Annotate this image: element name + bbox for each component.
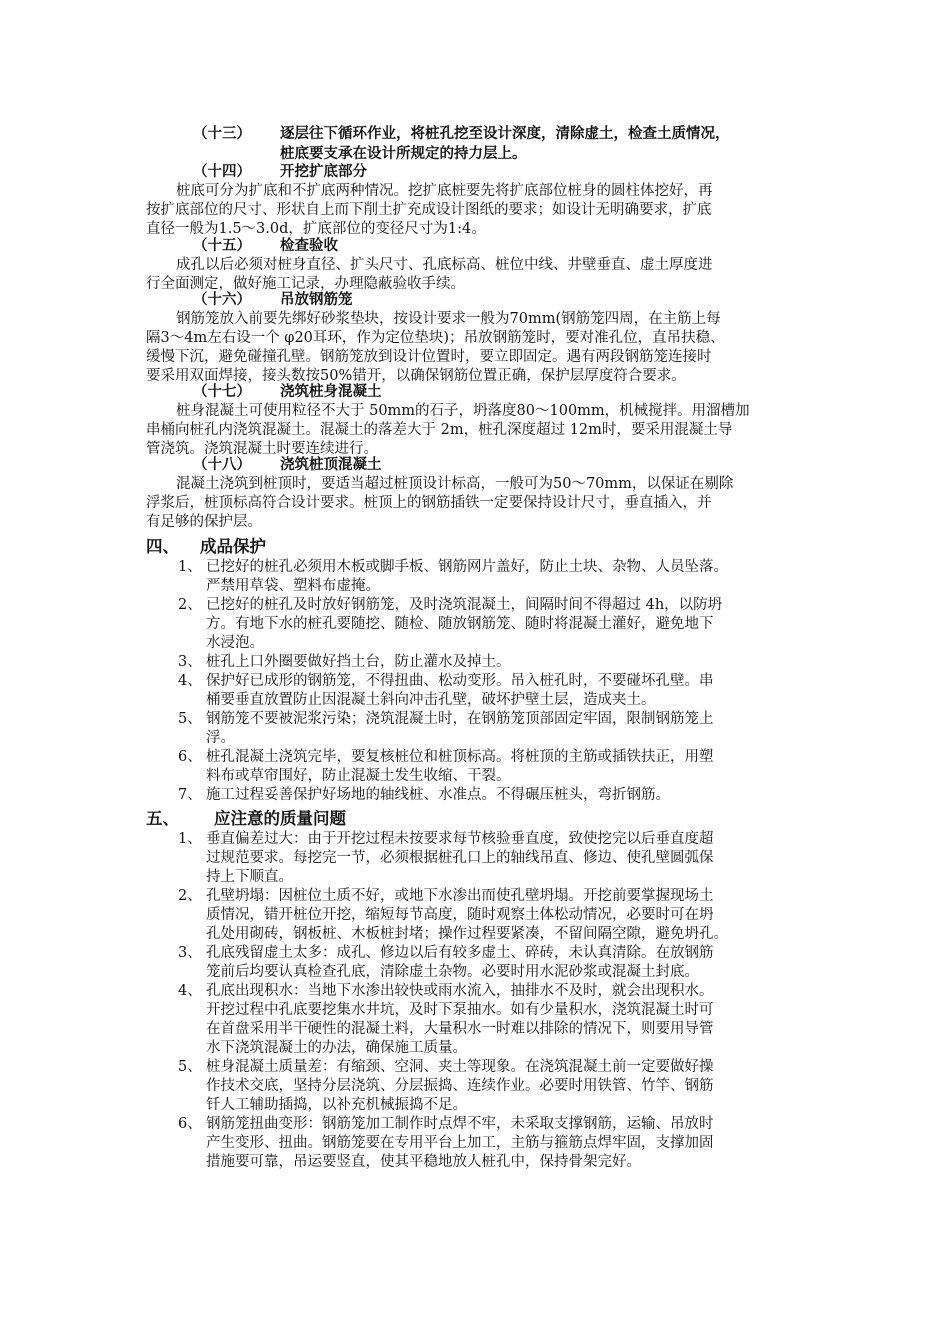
sec4-item-7-number: 7、 <box>178 787 202 803</box>
sec4-item-5-line-1: 钢筋笼不要被泥浆污染；浇筑混凝土时，在钢筋笼顶部固定牢固，限制钢筋笼上 <box>206 711 714 727</box>
section-16-label: （十六） <box>193 291 251 308</box>
sec4-item-1-line-1: 已挖好的桩孔必须用木板或脚手板、钢筋网片盖好，防止土块、杂物、人员坠落。 <box>206 559 728 575</box>
section-17-line-3: 管浇筑。浇筑混凝土时要连续进行。 <box>146 441 378 457</box>
section-18-line-2: 浮浆后，桩顶标高符合设计要求。桩顶上的钢筋插铁一定要保持设计尺寸，垂直插入，并 <box>146 495 712 511</box>
section-18-label: （十八） <box>193 456 251 473</box>
section-17-line-2: 串桶向桩孔内浇筑混凝土。混凝土的落差大于 2m，桩孔深度超过 12m时，要采用混凝土导 <box>146 422 733 438</box>
sec5-item-1-line-1: 垂直偏差过大：由于开挖过程未按要求每节核验垂直度，致使挖完以后垂直度超 <box>206 831 714 847</box>
section-16-line-1: 钢筋笼放入前要先绑好砂浆垫块，按设计要求一般为70mm(钢筋笼四周，在主筋上每 <box>176 311 721 327</box>
sec5-item-5-number: 5、 <box>178 1059 202 1075</box>
sec5-item-2-line-1: 孔壁坍塌：因桩位土质不好，或地下水渗出而使孔壁坍塌。开挖前要掌握现场土 <box>206 888 714 904</box>
sec4-item-7-line-1: 施工过程妥善保护好场地的轴线桩、水准点。不得碾压桩头，弯折钢筋。 <box>206 787 670 803</box>
sec4-item-6-number: 6、 <box>178 749 202 765</box>
section-18-line-1: 混凝土浇筑到桩顶时，要适当超过桩顶设计标高，一般可为50～70mm，以保证在剔除 <box>176 476 734 492</box>
sec4-item-3-number: 3、 <box>178 654 202 670</box>
section-14-line-3: 直径一般为1.5～3.0d，扩底部位的变径尺寸为1:4。 <box>146 221 486 237</box>
section-16-title: 吊放钢筋笼 <box>280 291 353 308</box>
sec4-item-1-number: 1、 <box>178 559 202 575</box>
sec5-item-4-line-2: 开挖过程中孔底要挖集水井坑，及时下泵抽水。如有少量积水，浇筑混凝土时可 <box>206 1002 714 1018</box>
sec4-item-2-number: 2、 <box>178 597 202 613</box>
sec5-item-6-line-1: 钢筋笼扭曲变形：钢筋笼加工制作时点焊不牢，未采取支撑钢筋，运输、吊放时 <box>206 1116 714 1132</box>
section-5-title: 应注意的质量问题 <box>214 809 346 828</box>
sec5-item-5-line-3: 钎人工辅助插捣，以补充机械振捣不足。 <box>206 1097 467 1113</box>
section-16-line-3: 缓慢下沉，避免碰撞孔壁。钢筋笼放到设计位置时，要立即固定。遇有两段钢筋笼连接时 <box>146 349 712 365</box>
section-14-line-2: 按扩底部位的尺寸、形状自上而下削土扩充成设计图纸的要求；如设计无明确要求，扩底 <box>146 202 712 218</box>
sec5-item-2-line-3: 孔处用砌砖，钢板桩、木板桩封堵；操作过程要紧凑，不留间隔空隙，避免坍孔。 <box>206 926 728 942</box>
sec4-item-4-line-1: 保护好已成形的钢筋笼，不得扭曲、松动变形。吊入桩孔时，不要碰坏孔壁。串 <box>206 673 714 689</box>
section-16-line-2: 隔3～4m左右设一个 φ20耳环，作为定位垫块)；吊放钢筋笼时，要对准孔位，直吊扶稳、 <box>146 330 725 346</box>
sec5-item-5-line-2: 作技术交底，坚持分层浇筑、分层振捣、连续作业。必要时用铁管、竹竿、钢筋 <box>206 1078 714 1094</box>
sec4-item-4-number: 4、 <box>178 673 202 689</box>
section-14-line-1: 桩底可分为扩底和不扩底两种情况。挖扩底桩要先将扩底部位桩身的圆柱体挖好，再 <box>176 183 713 199</box>
sec4-item-6-line-1: 桩孔混凝土浇筑完毕，要复核桩位和桩顶标高。将桩顶的主筋或插铁扶正，用塑 <box>206 749 714 765</box>
section-18-line-3: 有足够的保护层。 <box>146 514 262 530</box>
sec5-item-5-line-1: 桩身混凝土质量差：有缩颈、空洞、夹土等现象。在浇筑混凝土前一定要做好操 <box>206 1059 714 1075</box>
section-13-line-2: 桩底要支承在设计所规定的持力层上。 <box>280 145 527 162</box>
sec5-item-2-line-2: 质情况，错开桩位开挖，缩短每节高度，随时观察土体松动情况，必要时可在坍 <box>206 907 714 923</box>
sec5-item-1-line-3: 持上下顺直。 <box>206 869 293 885</box>
sec5-item-6-line-3: 措施要可靠，吊运要竖直，使其平稳地放人桩孔中，保持骨架完好。 <box>206 1154 641 1170</box>
section-17-line-1: 桩身混凝土可使用粒径不大于 50mm的石子，坍落度80～100mm，机械搅拌。用溜槽加 <box>176 403 750 419</box>
sec4-item-1-line-2: 严禁用草袋、塑料布虚掩。 <box>206 578 380 594</box>
sec4-item-5-number: 5、 <box>178 711 202 727</box>
section-15-line-1: 成孔以后必须对桩身直径、扩头尺寸、孔底标高、桩位中线、井壁垂直、虚土厚度进 <box>176 257 713 273</box>
sec5-item-3-line-1: 孔底残留虚土太多：成孔、修边以后有较多虚土、碎砖，未认真清除。在放钢筋 <box>206 945 714 961</box>
section-14-label: （十四） <box>193 163 251 180</box>
sec5-item-6-line-2: 产生变形、扭曲。钢筋笼要在专用平台上加工，主筋与箍筋点焊牢固，支撑加固 <box>206 1135 714 1151</box>
sec4-item-2-line-1: 已挖好的桩孔及时放好钢筋笼，及时浇筑混凝土，间隔时间不得超过 4h，以防坍 <box>206 597 723 613</box>
sec4-item-2-line-2: 方。有地下水的桩孔要随挖、随检、随放钢筋笼、随时将混凝土灌好，避免地下 <box>206 616 714 632</box>
sec5-item-4-number: 4、 <box>178 983 202 999</box>
sec4-item-5-line-2: 浮。 <box>206 730 235 746</box>
section-4-title: 成品保护 <box>200 537 266 556</box>
sec5-item-3-line-2: 笼前后均要认真检查孔底，清除虚土杂物。必要时用水泥砂浆或混凝土封底。 <box>206 964 699 980</box>
sec5-item-4-line-1: 孔底出现积水：当地下水渗出较快或雨水流入，抽排水不及时，就会出现积水。 <box>206 983 714 999</box>
section-13-line-1: 逐层往下循环作业，将桩孔挖至设计深度，清除虚土，检查土质情况， <box>280 125 730 142</box>
section-16-line-4: 要采用双面焊接，接头数按50%错开，以确保钢筋位置正确，保护层厚度符合要求。 <box>146 368 686 384</box>
sec4-item-2-line-3: 水浸泡。 <box>206 635 264 651</box>
section-17-label: （十七） <box>193 383 251 400</box>
sec4-item-3-line-1: 桩孔上口外圈要做好挡土台，防止灌水及掉土。 <box>206 654 511 670</box>
sec5-item-4-line-3: 在首盘采用半干硬性的混凝土料，大量积水一时难以排除的情况下，则要用导管 <box>206 1021 714 1037</box>
sec4-item-6-line-2: 料布或草帘围好，防止混凝土发生收缩、干裂。 <box>206 768 511 784</box>
sec5-item-1-number: 1、 <box>178 831 202 847</box>
section-4-number: 四、 <box>146 537 179 556</box>
sec5-item-4-line-4: 水下浇筑混凝土的办法，确保施工质量。 <box>206 1040 467 1056</box>
section-14-title: 开挖扩底部分 <box>280 163 367 180</box>
section-13-label: （十三） <box>193 125 251 142</box>
section-5-number: 五、 <box>146 809 179 828</box>
section-15-line-2: 行全面测定，做好施工记录，办理隐蔽验收手续。 <box>146 276 465 292</box>
section-15-label: （十五） <box>193 237 251 254</box>
section-17-title: 浇筑桩身混凝土 <box>280 383 382 400</box>
section-18-title: 浇筑桩顶混凝土 <box>280 456 382 473</box>
sec5-item-6-number: 6、 <box>178 1116 202 1132</box>
section-15-title: 检查验收 <box>280 237 338 254</box>
sec5-item-3-number: 3、 <box>178 945 202 961</box>
sec4-item-4-line-2: 桶要垂直放置防止因混凝土斜向冲击孔壁，破坏护壁土层，造成夹土。 <box>206 692 656 708</box>
sec5-item-2-number: 2、 <box>178 888 202 904</box>
sec5-item-1-line-2: 过规范要求。每挖完一节，必须根据桩孔口上的轴线吊直、修边、使孔壁圆弧保 <box>206 850 714 866</box>
